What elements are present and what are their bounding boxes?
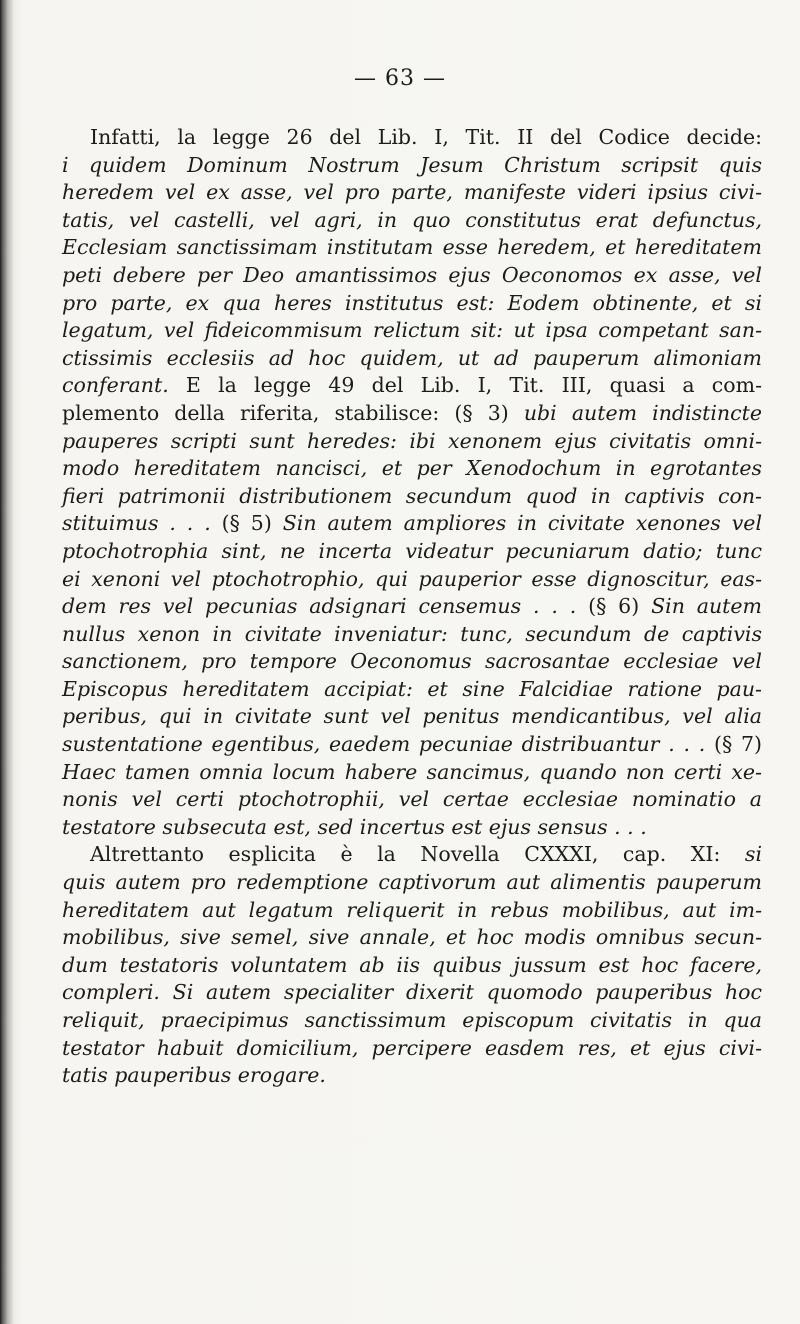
text-run: Sin autem (651, 594, 762, 619)
text-line (62, 814, 762, 842)
text-line (62, 345, 762, 373)
text-line (62, 262, 762, 290)
text-line (62, 1007, 762, 1035)
text-run: dem res vel pecunias adsignari censemus . . . (62, 594, 589, 619)
text-line (62, 1035, 762, 1063)
text-run: peti debere per Deo amantissimos ejus Oeconomos ex asse, vel (62, 262, 762, 287)
text-run: Altrettanto esplicita è la Novella CXXXI, cap. XI: (90, 842, 745, 867)
text-run: nonis vel certi ptochotrophii, vel certae ecclesiae nominatio a (62, 787, 762, 812)
text-run: Haec tamen omnia locum habere sancimus, quando non certi xe- (62, 759, 762, 784)
text-line (62, 483, 762, 511)
text-line (62, 510, 762, 538)
text-run: ei xenoni vel ptochotrophio, qui pauperior esse dignoscitur, eas- (62, 566, 762, 591)
text-run: (§ 7) (713, 732, 762, 757)
text-line (62, 455, 762, 483)
text-line (62, 317, 762, 345)
text-line (62, 538, 762, 566)
text-line (62, 648, 762, 676)
text-run: Ecclesiam sanctissimam institutam esse heredem, et hereditatem (62, 235, 762, 260)
text-line (62, 676, 762, 704)
text-run: plemento della riferita, stabilisce: (§ 3) (62, 400, 524, 425)
text-run: compleri. Si autem specialiter dixerit quomodo pauperibus hoc (62, 980, 762, 1005)
text-run: testator habuit domicilium, percipere easdem res, et ejus civi- (62, 1035, 762, 1060)
text-run: nullus xenon in civitate inveniatur: tunc, secundum de captivis (62, 621, 762, 646)
text-line (62, 841, 762, 869)
text-run: E la legge 49 del Lib. I, Tit. III, quasi a com- (185, 373, 762, 398)
text-run: fieri patrimonii distributionem secundum quod in captivis con- (62, 483, 762, 508)
text-run: heredem vel ex asse, vel pro parte, manifeste videri ipsius civi- (62, 180, 762, 205)
text-run: tatis, vel castelli, vel agri, in quo constitutus erat defunctus, (62, 207, 762, 232)
text-line (62, 428, 762, 456)
text-line (62, 621, 762, 649)
body-text (62, 124, 762, 1090)
binding-gutter (0, 0, 14, 1324)
text-run: ptochotrophia sint, ne incerta videatur pecuniarum datio; tunc (62, 538, 762, 563)
text-run: peribus, qui in civitate sunt vel penitus mendicantibus, vel alia (62, 704, 762, 729)
text-run: legatum, vel fideicommisum relictum sit: ut ipsa competant san- (62, 318, 762, 343)
text-line (62, 234, 762, 262)
text-line (62, 869, 762, 897)
text-run: pauperes scripti sunt heredes: ibi xenonem ejus civitatis omni- (62, 428, 762, 453)
text-run: modo hereditatem nancisci, et per Xenodochum in egrotantes (62, 456, 762, 481)
text-line (62, 400, 762, 428)
text-run: Infatti, la legge 26 del Lib. I, Tit. II del Codice decide: (90, 125, 762, 149)
text-line (62, 593, 762, 621)
text-run: quis autem pro redemptione captivorum aut alimentis pauperum (62, 870, 762, 895)
text-line (62, 290, 762, 318)
text-run: (§ 5) (221, 511, 283, 536)
text-run: testatore subsecuta est, sed incertus est ejus sensus . . . (62, 814, 647, 839)
text-line (62, 897, 762, 925)
text-run: mobilibus, sive semel, sive annale, et hoc modis omnibus secun- (62, 925, 762, 950)
page-number: — 63 — (354, 66, 446, 91)
text-run: pro parte, ex qua heres institutus est: Eodem obtinente, et si (62, 290, 762, 315)
text-line (62, 207, 762, 235)
text-run: ctissimis ecclesiis ad hoc quidem, ut ad pauperum alimoniam (62, 345, 762, 370)
text-run: sustentatione egentibus, eaedem pecuniae distribuantur . . . (62, 732, 714, 757)
text-line (62, 1062, 762, 1090)
text-run: i quidem Dominum Nostrum Jesum Christum scripsit quis (62, 152, 762, 177)
text-line (62, 924, 762, 952)
text-run: (§ 6) (588, 594, 652, 619)
text-line (62, 979, 762, 1007)
text-run: ubi autem indistincte (523, 400, 762, 425)
text-line (62, 152, 762, 180)
text-run: Sin autem ampliores in civitate xenones vel (282, 511, 762, 536)
text-run: Episcopus hereditatem accipiat: et sine Falcidiae ratione pau- (62, 676, 762, 701)
text-run: reliquit, praecipimus sanctissimum episcopum civitatis in qua (62, 1008, 762, 1032)
text-line (62, 703, 762, 731)
text-line (62, 372, 762, 400)
text-line (62, 731, 762, 759)
text-line (62, 952, 762, 980)
text-run: conferant. (62, 373, 186, 398)
text-line (62, 566, 762, 594)
text-line (62, 124, 762, 152)
text-line (62, 179, 762, 207)
text-run: si (744, 842, 762, 867)
text-run: sanctionem, pro tempore Oeconomus sacrosantae ecclesiae vel (62, 649, 762, 674)
text-line (62, 786, 762, 814)
text-run: stituimus . . . (62, 511, 222, 536)
text-run: tatis pauperibus erogare. (62, 1063, 326, 1088)
text-line (62, 759, 762, 787)
text-run: dum testatoris voluntatem ab iis quibus jussum est hoc facere, (62, 952, 762, 977)
text-run: hereditatem aut legatum reliquerit in rebus mobilibus, aut im- (62, 897, 762, 922)
